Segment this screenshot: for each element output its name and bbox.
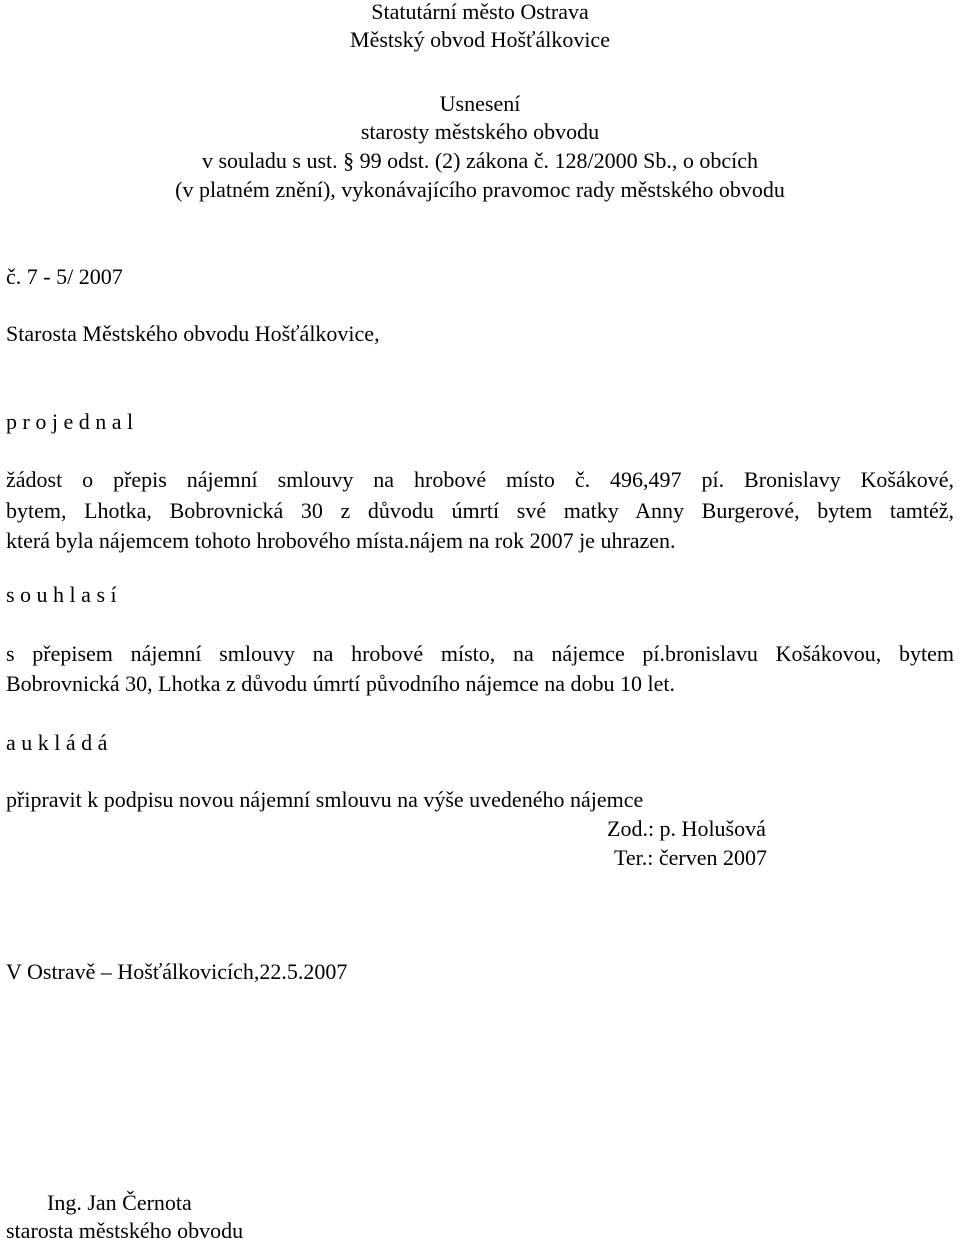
task-text: připravit k podpisu novou nájemní smlouvu na výše uvedeného nájemce	[6, 787, 644, 812]
paragraph-line: bytem, Lhotka, Bobrovnická 30 z důvodu úmrtí své matky Anny Burgerové, bytem tamtéž,	[6, 498, 954, 523]
header-city: Statutární město Ostrava	[371, 0, 589, 24]
header-district: Městský obvod Hošťálkovice	[350, 27, 610, 52]
signatory-role: starosta městského obvodu	[6, 1218, 244, 1243]
title-legal-basis-2: (v platném znění), vykonávajícího pravomoc rady městského obvodu	[175, 177, 785, 202]
title-usneseni: Usnesení	[439, 91, 521, 116]
section-heading: s o u h l a s í	[6, 582, 117, 607]
title-subtitle: starosty městského obvodu	[360, 119, 600, 144]
resolution-number: č. 7 - 5/ 2007	[6, 264, 123, 289]
task-responsible: Zod.: p. Holušová	[607, 816, 766, 841]
paragraph-line: s přepisem nájemní smlouvy na hrobové místo, na nájemce pí.bronislavu Košákovou, bytem	[6, 641, 954, 666]
place-and-date: V Ostravě – Hošťálkovicích,22.5.2007	[6, 959, 348, 984]
section-heading: a u k l á d á	[6, 730, 108, 755]
resolution-subject: Starosta Městského obvodu Hošťálkovice,	[6, 321, 380, 346]
signatory-name: Ing. Jan Černota	[47, 1190, 192, 1215]
paragraph-line: Bobrovnická 30, Lhotka z důvodu úmrtí původního nájemce na dobu 10 let.	[6, 671, 676, 696]
paragraph-line: která byla nájemcem tohoto hrobového místa.nájem na rok 2007 je uhrazen.	[6, 528, 676, 553]
title-legal-basis: v souladu s ust. § 99 odst. (2) zákona č. 128/2000 Sb., o obcích	[201, 148, 759, 173]
paragraph-line: žádost o přepis nájemní smlouvy na hrobové místo č. 496,497 pí. Bronislavy Košákové,	[6, 467, 954, 492]
task-deadline: Ter.: červen 2007	[614, 845, 768, 870]
section-heading: p r o j e d n a l	[6, 409, 134, 434]
